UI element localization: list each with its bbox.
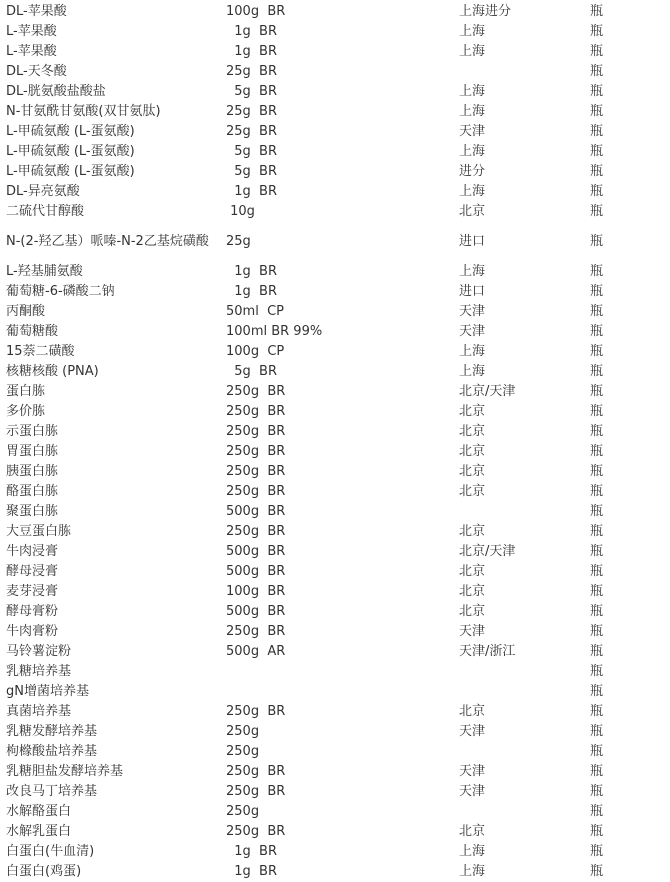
reagent-origin-cell: 天津 bbox=[459, 124, 486, 139]
reagent-name-cell: 牛肉浸膏 bbox=[6, 544, 59, 559]
reagent-name-cell: DL-苹果酸 bbox=[6, 4, 67, 19]
reagent-unit-cell: 瓶 bbox=[590, 364, 604, 379]
reagent-name-cell: 核糖核酸 (PNA) bbox=[6, 364, 99, 379]
table-row bbox=[0, 322, 670, 342]
reagent-spec-cell: 25g BR bbox=[226, 104, 278, 119]
table-row bbox=[0, 62, 670, 82]
reagent-unit-cell: 瓶 bbox=[590, 264, 604, 279]
reagent-origin-cell: 上海 bbox=[459, 264, 486, 279]
reagent-spec-cell: 250g BR bbox=[226, 424, 286, 439]
reagent-spec-cell: 1g BR bbox=[226, 844, 278, 859]
table-row bbox=[0, 662, 670, 682]
reagent-origin-cell: 北京 bbox=[459, 424, 486, 439]
table-row bbox=[0, 682, 670, 702]
reagent-spec-cell: 25g BR bbox=[226, 64, 278, 79]
reagent-spec-cell: 250g BR bbox=[226, 624, 286, 639]
reagent-spec-cell: 25g BR bbox=[226, 124, 278, 139]
reagent-origin-cell: 北京 bbox=[459, 824, 486, 839]
reagent-spec-cell: 250g bbox=[226, 744, 260, 759]
reagent-origin-cell: 进口 bbox=[459, 234, 486, 249]
reagent-origin-cell: 上海进分 bbox=[459, 4, 512, 19]
reagent-unit-cell: 瓶 bbox=[590, 604, 604, 619]
reagent-spec-cell: 25g bbox=[226, 234, 251, 249]
reagent-unit-cell: 瓶 bbox=[590, 124, 604, 139]
reagent-spec-cell: 250g BR bbox=[226, 764, 286, 779]
table-row bbox=[0, 262, 670, 282]
reagent-unit-cell: 瓶 bbox=[590, 784, 604, 799]
reagent-spec-cell: 100g BR bbox=[226, 4, 286, 19]
table-row bbox=[0, 202, 670, 222]
reagent-unit-cell: 瓶 bbox=[590, 84, 604, 99]
reagent-name-cell: 蛋白胨 bbox=[6, 384, 46, 399]
reagent-spec-cell: 1g BR bbox=[226, 864, 278, 879]
table-row bbox=[0, 602, 670, 622]
reagent-spec-cell: 250g BR bbox=[226, 464, 286, 479]
reagent-origin-cell: 北京 bbox=[459, 524, 486, 539]
table-row bbox=[0, 862, 670, 882]
reagent-unit-cell: 瓶 bbox=[590, 144, 604, 159]
reagent-origin-cell bbox=[457, 682, 589, 702]
table-row bbox=[0, 342, 670, 362]
reagent-unit-cell: 瓶 bbox=[590, 184, 604, 199]
table-row bbox=[0, 622, 670, 642]
reagent-name-cell: L-苹果酸 bbox=[6, 44, 57, 59]
reagent-name-cell: 麦芽浸膏 bbox=[6, 584, 59, 599]
table-row bbox=[0, 542, 670, 562]
table-row bbox=[0, 582, 670, 602]
reagent-origin-cell: 北京 bbox=[459, 704, 486, 719]
reagent-table-body bbox=[0, 2, 670, 882]
reagent-table bbox=[0, 2, 670, 882]
table-row bbox=[0, 162, 670, 182]
reagent-origin-cell: 北京 bbox=[459, 464, 486, 479]
reagent-spec-cell: 500g BR bbox=[226, 564, 286, 579]
reagent-origin-cell: 北京 bbox=[459, 584, 486, 599]
reagent-unit-cell: 瓶 bbox=[590, 844, 604, 859]
reagent-unit-cell: 瓶 bbox=[590, 524, 604, 539]
reagent-name-cell: 改良马丁培养基 bbox=[6, 784, 98, 799]
reagent-name-cell: DL-胱氨酸盐酸盐 bbox=[6, 84, 106, 99]
reagent-name-cell: 丙酮酸 bbox=[6, 304, 46, 319]
reagent-name-cell: 胃蛋白胨 bbox=[6, 444, 59, 459]
table-row bbox=[0, 722, 670, 742]
reagent-unit-cell: 瓶 bbox=[590, 824, 604, 839]
reagent-spec-cell: 500g BR bbox=[226, 504, 286, 519]
reagent-name-cell: L-甲硫氨酸 (L-蛋氨酸) bbox=[6, 144, 135, 159]
reagent-spec-cell: 250g BR bbox=[226, 524, 286, 539]
reagent-spec-cell: 250g BR bbox=[226, 484, 286, 499]
reagent-origin-cell: 上海 bbox=[459, 144, 486, 159]
reagent-name-cell: 大豆蛋白胨 bbox=[6, 524, 72, 539]
reagent-name-cell: L-苹果酸 bbox=[6, 24, 57, 39]
table-row bbox=[0, 782, 670, 802]
reagent-unit-cell: 瓶 bbox=[590, 104, 604, 119]
reagent-origin-cell: 天津/浙江 bbox=[459, 644, 516, 659]
reagent-name-cell: 示蛋白胨 bbox=[6, 424, 59, 439]
table-row bbox=[0, 42, 670, 62]
reagent-name-cell: 枸橼酸盐培养基 bbox=[6, 744, 98, 759]
reagent-origin-cell: 北京 bbox=[459, 444, 486, 459]
table-row bbox=[0, 502, 670, 522]
reagent-name-cell: 乳糖发酵培养基 bbox=[6, 724, 98, 739]
reagent-origin-cell: 上海 bbox=[459, 44, 486, 59]
table-row bbox=[0, 2, 670, 22]
reagent-name-cell: 二硫代甘醇酸 bbox=[6, 204, 85, 219]
reagent-spec-cell: 250g BR bbox=[226, 404, 286, 419]
reagent-spec-cell: 250g BR bbox=[226, 704, 286, 719]
reagent-origin-cell: 上海 bbox=[459, 184, 486, 199]
reagent-origin-cell: 天津 bbox=[459, 724, 486, 739]
reagent-spec-cell: 250g BR bbox=[226, 444, 286, 459]
reagent-origin-cell: 上海 bbox=[459, 84, 486, 99]
reagent-origin-cell: 北京/天津 bbox=[459, 384, 516, 399]
table-row bbox=[0, 562, 670, 582]
reagent-name-cell: L-羟基脯氨酸 bbox=[6, 264, 83, 279]
table-row bbox=[0, 462, 670, 482]
reagent-unit-cell: 瓶 bbox=[590, 64, 604, 79]
table-row bbox=[0, 522, 670, 542]
reagent-name-cell: 马铃薯淀粉 bbox=[6, 644, 72, 659]
reagent-name-cell: 白蛋白(鸡蛋) bbox=[6, 864, 82, 879]
reagent-origin-cell: 上海 bbox=[459, 364, 486, 379]
reagent-spec-cell: 1g BR bbox=[226, 24, 278, 39]
reagent-origin-cell bbox=[457, 802, 589, 822]
reagent-name-cell: L-甲硫氨酸 (L-蛋氨酸) bbox=[6, 124, 135, 139]
table-row bbox=[0, 422, 670, 442]
table-row bbox=[0, 362, 670, 382]
reagent-unit-cell: 瓶 bbox=[590, 804, 604, 819]
reagent-unit-cell: 瓶 bbox=[590, 544, 604, 559]
reagent-name-cell: 多价胨 bbox=[6, 404, 46, 419]
reagent-origin-cell: 上海 bbox=[459, 104, 486, 119]
reagent-unit-cell: 瓶 bbox=[590, 464, 604, 479]
table-row bbox=[0, 742, 670, 762]
reagent-name-cell: 乳糖培养基 bbox=[6, 664, 72, 679]
reagent-spec-cell: 50ml CP bbox=[226, 304, 284, 319]
reagent-spec-cell bbox=[224, 682, 457, 702]
reagent-spec-cell: 10g bbox=[226, 204, 255, 219]
table-row bbox=[0, 282, 670, 302]
reagent-unit-cell: 瓶 bbox=[590, 164, 604, 179]
reagent-unit-cell: 瓶 bbox=[590, 284, 604, 299]
reagent-name-cell: 乳糖胆盐发酵培养基 bbox=[6, 764, 124, 779]
reagent-unit-cell: 瓶 bbox=[590, 644, 604, 659]
table-row bbox=[0, 302, 670, 322]
reagent-origin-cell bbox=[457, 502, 589, 522]
reagent-name-cell: 15萘二磺酸 bbox=[6, 344, 75, 359]
reagent-spec-cell: 500g BR bbox=[226, 604, 286, 619]
reagent-origin-cell: 上海 bbox=[459, 344, 486, 359]
reagent-unit-cell: 瓶 bbox=[590, 4, 604, 19]
reagent-origin-cell bbox=[457, 62, 589, 82]
reagent-name-cell: 酪蛋白胨 bbox=[6, 484, 59, 499]
table-row bbox=[0, 842, 670, 862]
reagent-spec-cell: 1g BR bbox=[226, 264, 278, 279]
reagent-name-cell: DL-天冬酸 bbox=[6, 64, 67, 79]
reagent-spec-cell: 500g BR bbox=[226, 544, 286, 559]
reagent-origin-cell: 天津 bbox=[459, 324, 486, 339]
reagent-spec-cell: 1g BR bbox=[226, 284, 278, 299]
reagent-spec-cell: 100g CP bbox=[226, 344, 285, 359]
reagent-origin-cell: 上海 bbox=[459, 864, 486, 879]
reagent-unit-cell: 瓶 bbox=[590, 564, 604, 579]
reagent-origin-cell: 上海 bbox=[459, 24, 486, 39]
reagent-unit-cell: 瓶 bbox=[590, 624, 604, 639]
reagent-origin-cell bbox=[457, 742, 589, 762]
reagent-name-cell: N-甘氨酰甘氨酸(双甘氨肽) bbox=[6, 104, 161, 119]
table-row bbox=[0, 822, 670, 842]
reagent-spec-cell: 250g BR bbox=[226, 784, 286, 799]
table-row bbox=[0, 182, 670, 202]
reagent-name-cell: 白蛋白(牛血清) bbox=[6, 844, 95, 859]
reagent-unit-cell: 瓶 bbox=[590, 664, 604, 679]
reagent-name-cell: 酵母浸膏 bbox=[6, 564, 59, 579]
reagent-origin-cell: 北京 bbox=[459, 564, 486, 579]
reagent-unit-cell: 瓶 bbox=[590, 384, 604, 399]
reagent-unit-cell: 瓶 bbox=[590, 204, 604, 219]
reagent-spec-cell: 5g BR bbox=[226, 144, 278, 159]
table-row bbox=[0, 142, 670, 162]
reagent-name-cell: 胰蛋白胨 bbox=[6, 464, 59, 479]
table-row bbox=[0, 382, 670, 402]
reagent-name-cell: 葡萄糖-6-磷酸二钠 bbox=[6, 284, 115, 299]
table-row bbox=[0, 442, 670, 462]
reagent-spec-cell: 500g AR bbox=[226, 644, 286, 659]
reagent-unit-cell: 瓶 bbox=[590, 424, 604, 439]
table-row bbox=[0, 22, 670, 42]
reagent-unit-cell: 瓶 bbox=[590, 404, 604, 419]
reagent-spec-cell: 100g BR bbox=[226, 584, 286, 599]
reagent-name-cell: 水解酪蛋白 bbox=[6, 804, 72, 819]
table-row bbox=[0, 222, 670, 262]
reagent-name-cell: 酵母膏粉 bbox=[6, 604, 59, 619]
table-row bbox=[0, 802, 670, 822]
reagent-origin-cell: 天津 bbox=[459, 784, 486, 799]
table-row bbox=[0, 482, 670, 502]
reagent-spec-cell: 250g BR bbox=[226, 824, 286, 839]
reagent-name-cell: 真菌培养基 bbox=[6, 704, 72, 719]
reagent-name-cell: 牛肉膏粉 bbox=[6, 624, 59, 639]
reagent-spec-cell: 100ml BR 99% bbox=[226, 324, 323, 339]
reagent-name-cell: N-(2-羟乙基）哌嗪-N-2乙基烷磺酸 bbox=[6, 234, 209, 249]
reagent-origin-cell: 进口 bbox=[459, 284, 486, 299]
reagent-unit-cell: 瓶 bbox=[590, 484, 604, 499]
reagent-unit-cell: 瓶 bbox=[590, 724, 604, 739]
reagent-origin-cell: 天津 bbox=[459, 764, 486, 779]
reagent-origin-cell: 北京 bbox=[459, 204, 486, 219]
reagent-unit-cell: 瓶 bbox=[590, 24, 604, 39]
reagent-unit-cell: 瓶 bbox=[590, 304, 604, 319]
reagent-unit-cell: 瓶 bbox=[590, 864, 604, 879]
reagent-spec-cell: 5g BR bbox=[226, 364, 278, 379]
reagent-name-cell: 聚蛋白胨 bbox=[6, 504, 59, 519]
reagent-origin-cell bbox=[457, 662, 589, 682]
reagent-unit-cell: 瓶 bbox=[590, 234, 604, 249]
reagent-unit-cell: 瓶 bbox=[590, 324, 604, 339]
reagent-origin-cell: 上海 bbox=[459, 844, 486, 859]
reagent-name-cell: 水解乳蛋白 bbox=[6, 824, 72, 839]
reagent-name-cell: DL-异亮氨酸 bbox=[6, 184, 80, 199]
reagent-name-cell: gN增菌培养基 bbox=[6, 684, 89, 699]
reagent-unit-cell: 瓶 bbox=[590, 584, 604, 599]
table-row bbox=[0, 122, 670, 142]
reagent-unit-cell: 瓶 bbox=[590, 684, 604, 699]
reagent-origin-cell: 北京/天津 bbox=[459, 544, 516, 559]
reagent-name-cell: 葡萄糖酸 bbox=[6, 324, 59, 339]
table-row bbox=[0, 762, 670, 782]
table-row bbox=[0, 402, 670, 422]
reagent-unit-cell: 瓶 bbox=[590, 704, 604, 719]
reagent-spec-cell: 1g BR bbox=[226, 44, 278, 59]
reagent-spec-cell: 1g BR bbox=[226, 184, 278, 199]
table-row bbox=[0, 702, 670, 722]
reagent-spec-cell: 5g BR bbox=[226, 84, 278, 99]
reagent-unit-cell: 瓶 bbox=[590, 744, 604, 759]
reagent-origin-cell: 天津 bbox=[459, 304, 486, 319]
reagent-spec-cell: 250g bbox=[226, 804, 260, 819]
reagent-spec-cell: 5g BR bbox=[226, 164, 278, 179]
table-row bbox=[0, 82, 670, 102]
reagent-origin-cell: 天津 bbox=[459, 624, 486, 639]
table-row bbox=[0, 642, 670, 662]
reagent-unit-cell: 瓶 bbox=[590, 764, 604, 779]
reagent-origin-cell: 北京 bbox=[459, 404, 486, 419]
reagent-spec-cell: 250g BR bbox=[226, 384, 286, 399]
reagent-unit-cell: 瓶 bbox=[590, 504, 604, 519]
reagent-name-cell: L-甲硫氨酸 (L-蛋氨酸) bbox=[6, 164, 135, 179]
reagent-spec-cell: 250g bbox=[226, 724, 260, 739]
table-row bbox=[0, 102, 670, 122]
reagent-spec-cell bbox=[224, 662, 457, 682]
reagent-unit-cell: 瓶 bbox=[590, 44, 604, 59]
reagent-origin-cell: 进分 bbox=[459, 164, 486, 179]
reagent-unit-cell: 瓶 bbox=[590, 344, 604, 359]
reagent-unit-cell: 瓶 bbox=[590, 444, 604, 459]
reagent-origin-cell: 北京 bbox=[459, 604, 486, 619]
reagent-origin-cell: 北京 bbox=[459, 484, 486, 499]
